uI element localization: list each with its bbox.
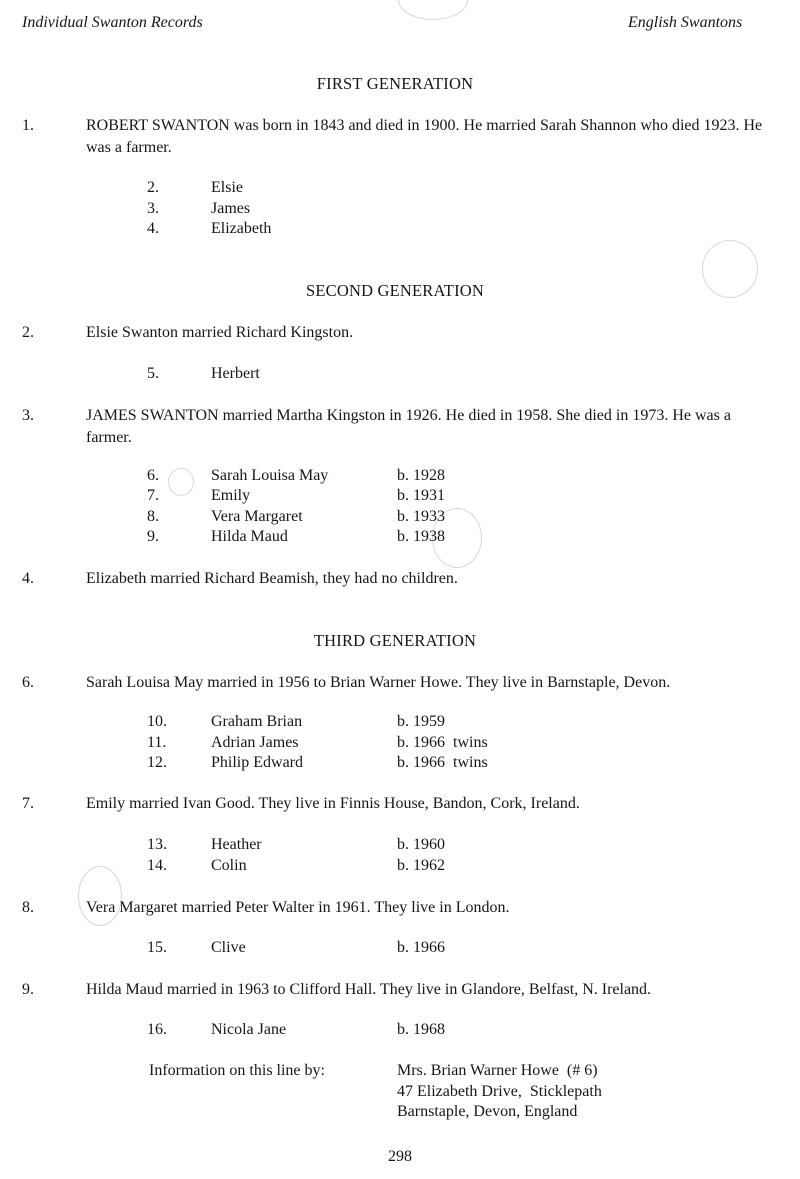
entry-number: 1. — [22, 117, 34, 134]
entry-text: Sarah Louisa May married in 1956 to Brian Warner Howe. They live in Barnstaple, Devon. — [86, 674, 671, 691]
page-number: 298 — [388, 1148, 412, 1165]
child-name: Clive — [211, 939, 246, 956]
child-number: 6. — [147, 467, 159, 484]
child-name: Nicola Jane — [211, 1021, 287, 1038]
entry-text: JAMES SWANTON married Martha Kingston in 1926. He died in 1958. She died in 1973. He was a farmer. — [86, 407, 731, 446]
child-number: 7. — [147, 487, 159, 504]
child-number: 10. — [147, 713, 167, 730]
entry-number: 6. — [22, 674, 34, 691]
child-name: Herbert — [211, 365, 260, 382]
child-name: Colin — [211, 857, 247, 874]
child-number: 15. — [147, 939, 167, 956]
child-name: Philip Edward — [211, 754, 303, 771]
entry-text: Emily married Ivan Good. They live in Finnis House, Bandon, Cork, Ireland. — [86, 795, 580, 812]
child-birth-year: b. 1928 — [397, 467, 445, 484]
heading-first-generation: FIRST GENERATION — [316, 74, 474, 93]
entry-text: Hilda Maud married in 1963 to Clifford Hall. They live in Glandore, Belfast, N. Ireland. — [86, 981, 652, 998]
child-number: 8. — [147, 508, 159, 525]
child-birth-year: b. 1962 — [397, 857, 445, 874]
child-name: James — [211, 200, 251, 217]
entry-text: Elsie Swanton married Richard Kingston. — [86, 324, 354, 341]
child-birth-year: b. 1933 — [397, 508, 445, 525]
heading-third-generation: THIRD GENERATION — [313, 631, 477, 650]
info-line: 47 Elizabeth Drive, Sticklepath — [397, 1083, 602, 1100]
child-name: Elsie — [211, 179, 243, 196]
child-name: Heather — [211, 836, 262, 853]
child-number: 3. — [147, 200, 159, 217]
entry-number: 9. — [22, 981, 34, 998]
entry-number: 8. — [22, 899, 34, 916]
child-number: 4. — [147, 220, 159, 237]
child-birth-year: b. 1959 — [397, 713, 445, 730]
child-number: 12. — [147, 754, 167, 771]
info-label: Information on this line by: — [149, 1062, 325, 1079]
child-name: Graham Brian — [211, 713, 303, 730]
child-number: 14. — [147, 857, 167, 874]
child-name: Emily — [211, 487, 251, 504]
heading-second-generation: SECOND GENERATION — [305, 281, 485, 300]
scan-smudge — [168, 468, 194, 496]
entry-number: 3. — [22, 407, 34, 424]
child-name: Sarah Louisa May — [211, 467, 329, 484]
entry-number: 7. — [22, 795, 34, 812]
child-name: Vera Margaret — [211, 508, 303, 525]
child-number: 13. — [147, 836, 167, 853]
child-birth-year: b. 1938 — [397, 528, 445, 545]
child-birth-year: b. 1968 — [397, 1021, 445, 1038]
entry-text: Elizabeth married Richard Beamish, they had no children. — [86, 570, 458, 587]
child-birth-year: b. 1966 twins — [397, 734, 488, 751]
info-line: Barnstaple, Devon, England — [397, 1103, 578, 1120]
child-number: 16. — [147, 1021, 167, 1038]
info-line: Mrs. Brian Warner Howe (# 6) — [397, 1062, 598, 1079]
child-birth-year: b. 1960 — [397, 836, 445, 853]
child-name: Adrian James — [211, 734, 299, 751]
running-header-left: Individual Swanton Records — [22, 14, 203, 31]
entry-number: 2. — [22, 324, 34, 341]
child-birth-year: b. 1966 — [397, 939, 445, 956]
entry-text: ROBERT SWANTON was born in 1843 and died in 1900. He married Sarah Shannon who died 1923. He was a farmer. — [86, 117, 763, 156]
child-name: Hilda Maud — [211, 528, 288, 545]
scan-smudge — [398, 0, 468, 20]
entry-number: 4. — [22, 570, 34, 587]
child-number: 5. — [147, 365, 159, 382]
entry-text: Vera Margaret married Peter Walter in 1961. They live in London. — [86, 899, 510, 916]
child-name: Elizabeth — [211, 220, 272, 237]
child-number: 9. — [147, 528, 159, 545]
child-number: 2. — [147, 179, 159, 196]
child-number: 11. — [147, 734, 167, 751]
child-birth-year: b. 1966 twins — [397, 754, 488, 771]
child-birth-year: b. 1931 — [397, 487, 445, 504]
running-header-right: English Swantons — [628, 14, 743, 31]
